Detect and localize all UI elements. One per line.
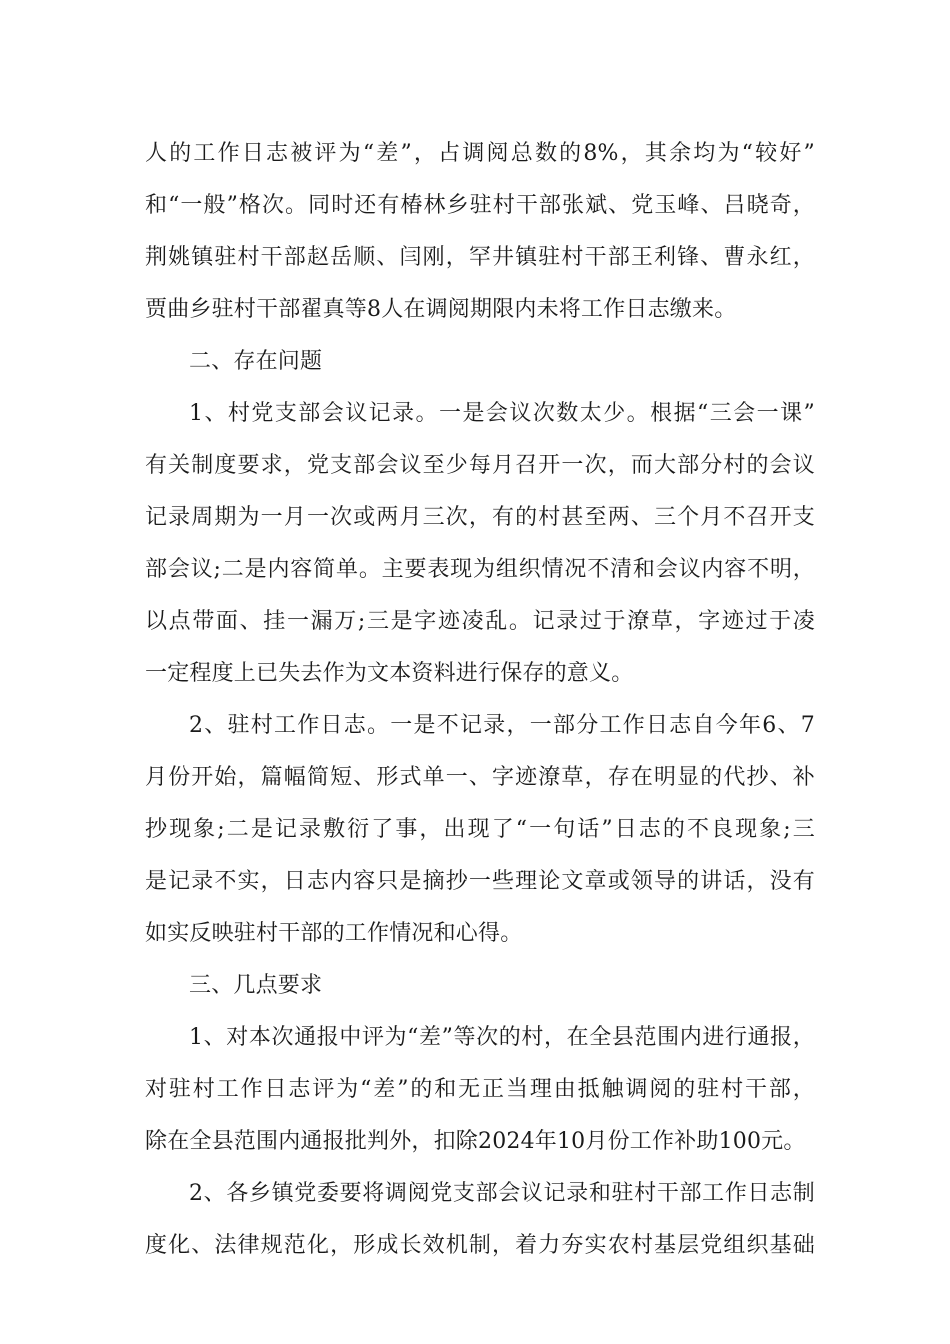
text-line: 2、各乡镇党委要将调阅党支部会议记录和驻村干部工作日志制 [189,1181,815,1206]
text-line: 记录周期为一月一次或两月三次，有的村甚至两、三个月不召开支 [145,505,815,530]
text-line: 除在全县范围内通报批判外，扣除2024年10月份工作补助100元。 [145,1129,806,1154]
text-line: 有关制度要求，党支部会议至少每月召开一次，而大部分村的会议 [145,453,815,478]
text-line: 1、村党支部会议记录。一是会议次数太少。根据“三会一课” [189,401,815,426]
text-line: 抄现象;二是记录敷衍了事，出现了“一句话”日志的不良现象;三 [145,817,815,842]
text-line: 贾曲乡驻村干部翟真等8人在调阅期限内未将工作日志缴来。 [145,297,737,322]
text-line: 以点带面、挂一漏万;三是字迹凌乱。记录过于潦草，字迹过于凌 [145,609,815,634]
text-line: 部会议;二是内容简单。主要表现为组织情况不清和会议内容不明， [145,557,815,582]
text-line: 如实反映驻村干部的工作情况和心得。 [145,921,523,946]
text-line: 2、驻村工作日志。一是不记录，一部分工作日志自今年6、7 [189,713,815,738]
text-line: 三、几点要求 [189,973,323,998]
text-line: 荆姚镇驻村干部赵岳顺、闫刚，罕井镇驻村干部王利锋、曹永红， [145,245,815,270]
text-line: 一定程度上已失去作为文本资料进行保存的意义。 [145,661,634,686]
document-body [145,128,815,1272]
text-line: 月份开始，篇幅简短、形式单一、字迹潦草，存在明显的代抄、补 [145,765,815,790]
text-line: 是记录不实，日志内容只是摘抄一些理论文章或领导的讲话，没有 [145,869,815,894]
text-line: 二、存在问题 [189,349,323,374]
text-line: 对驻村工作日志评为“差”的和无正当理由抵触调阅的驻村干部， [145,1077,815,1102]
text-line: 人的工作日志被评为“差”，占调阅总数的8%，其余均为“较好” [145,141,815,166]
text-line: 和“一般”格次。同时还有椿林乡驻村干部张斌、党玉峰、吕晓奇， [145,193,815,218]
text-line: 1、对本次通报中评为“差”等次的村，在全县范围内进行通报， [189,1025,815,1050]
text-line: 度化、法律规范化，形成长效机制，着力夯实农村基层党组织基础 [145,1233,815,1258]
